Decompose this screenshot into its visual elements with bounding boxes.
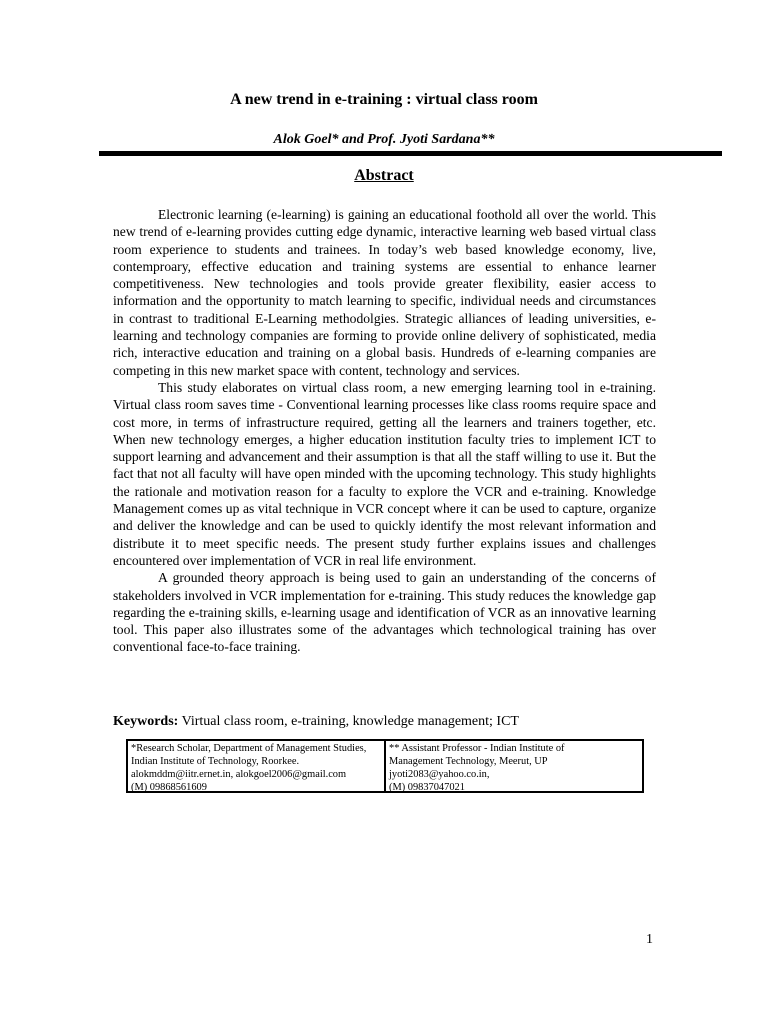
affiliation-line: Indian Institute of Technology, Roorkee. (131, 756, 300, 767)
affiliation-email: jyoti2083@yahoo.co.in, (389, 769, 490, 780)
affiliation-line: *Research Scholar, Department of Management Studies, (131, 743, 367, 754)
paper-title: A new trend in e-training : virtual class room (230, 91, 538, 108)
page-number: 1 (646, 932, 653, 947)
affiliation-line: Management Technology, Meerut, UP (389, 756, 548, 767)
affiliation-phone: (M) 09837047021 (389, 782, 465, 793)
keywords-line (113, 714, 673, 730)
paper-authors: Alok Goel* and Prof. Jyoti Sardana** (273, 132, 495, 147)
affiliation-table (126, 739, 644, 793)
affiliation-line: ** Assistant Professor - Indian Institute of (389, 743, 565, 754)
affiliation-phone: (M) 09868561609 (131, 782, 207, 793)
keywords-label: Keywords: (113, 714, 179, 729)
abstract-paragraph: This study elaborates on virtual class room, a new emerging learning tool in e-training. Virtual class room saves time - Conventional learning processes like class rooms require space and cost more, in terms of infrastructure required, getting all the learners and trainers together, etc. When new technology emerges, a higher education institution faculty tries to implement ICT to support learning and advancement and their assumption is that all the staff willing to use it. But the fact that not all faculty will have open minded with the upcoming technology. This study highlights the rationale and motivation reason for a faculty to explore the VCR and e-training. Knowledge Management comes up as vital technique in VCR concept where it can be used to capture, organize and deliver the knowledge and can be used to quickly identify the most relevant information and distribute it to meet specific needs. The present study further explains issues and challenges encountered over implementation of VCR in real life environment. (113, 379, 656, 568)
affiliation-email: alokmddm@iitr.ernet.in, alokgoel2006@gmail.com (131, 769, 347, 780)
affiliation-cell-left (128, 741, 384, 791)
abstract-paragraph: A grounded theory approach is being used to gain an understanding of the concerns of stakeholders involved in VCR implementation for e-training. This study reduces the knowledge gap regarding the e-training skills, e-learning usage and identification of VCR as an innovative learning tool. This paper also illustrates some of the advantages which technological training has over conventional face-to-face training. (113, 570, 656, 655)
abstract-heading: Abstract (354, 167, 414, 184)
affiliation-cell-right (384, 741, 642, 791)
abstract-body (113, 206, 656, 656)
abstract-paragraph: Electronic learning (e-learning) is gaining an educational foothold all over the world. This new trend of e-learning provides cutting edge dynamic, interactive learning web based virtual class room experience to students and trainees. In today’s web based knowledge economy, live, contemproary, effective education and training systems are essential to enhance learner competitiveness. New technologies and tools provide greater flexibility, easier access to information and the opportunity to match learning to specific, individual needs and circumstances in contrast to traditional E-Learning methodolgies. Strategic alliances of leading universities, e-learning and technology companies are forming to provide online delivery of sophisticated, media rich, interactive education and training on a global basis. Hundreds of e-learning companies are competing in this new market space with content, technology and services. (113, 207, 656, 378)
header-rule (99, 151, 722, 156)
keywords-text: Virtual class room, e-training, knowledge management; ICT (178, 714, 519, 729)
